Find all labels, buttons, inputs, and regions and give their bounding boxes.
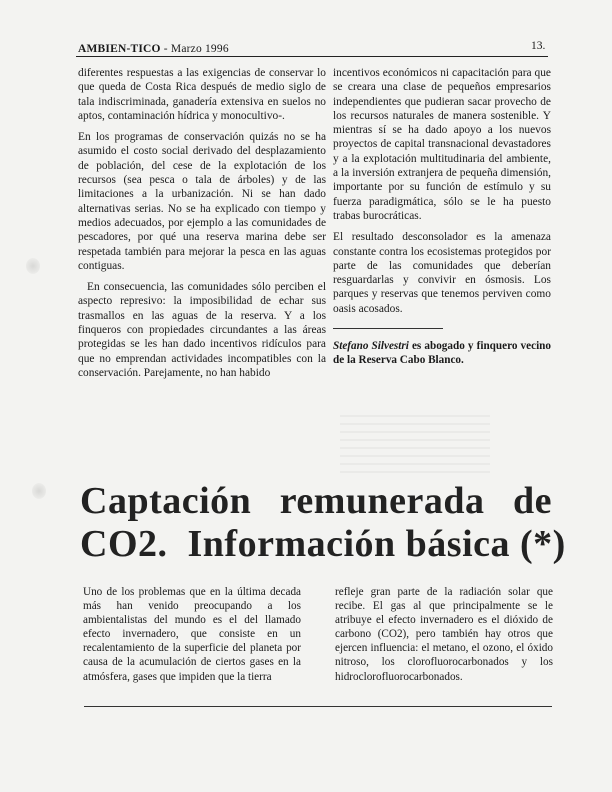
- header-rule: [76, 56, 548, 57]
- paragraph: incentivos económicos ni capacitación para que se creara una clase de pequeños empresarios independientes que pudieran sacar provecho de los recursos naturales de manera sostenible. Y mientras sí se ha dado apoyo a los nuevos proyectos de capital transnacional devastadores y a la explotación multitudinaria del ambiente, a la inversión extranjera de pequeña dimensión, importante por su función de estímulo y su fuerza paradigmática, sólo se le ha puesto trabas burocráticas.: [333, 67, 551, 222]
- article2-right-column: [335, 585, 553, 684]
- paragraph: diferentes respuestas a las exigencias de conservar lo que queda de Costa Rica después de medio siglo de tala indiscriminada, ganadería extensiva en suelos no aptos, contaminación hídrica y monocultivo-.: [78, 67, 326, 122]
- paragraph: En los programas de conservación quizás no se ha asumido el costo social derivado del desplazamiento de población, del cese de la explotación de los recursos (sea pesca o tala de árboles) y de las limitaciones a la urbanización. Ni se han dado alternativas serias. No se ha explicado con tiempo y medios adecuados, por ejemplo a las comunidades de pescadores, por qué una reserva marina debe ser respetada también para mejorar la pesca en las aguas contiguas.: [78, 131, 326, 272]
- paragraph: El resultado desconsolador es la amenaza constante contra los ecosistemas protegidos por parte de las comunidades que deberían resguardarlas y convivir en ósmosis. Los parques y reservas que tenemos perviven como oasis acosados.: [333, 231, 551, 315]
- article1-right-column: [333, 66, 551, 368]
- signature-rule: [333, 328, 443, 329]
- publication-name: AMBIEN-TICO: [78, 43, 161, 55]
- running-header: [78, 43, 229, 55]
- punch-hole-mark: [26, 258, 40, 274]
- punch-hole-mark: [32, 483, 46, 499]
- article1-left-column: [78, 66, 326, 387]
- headline-word: de: [512, 480, 552, 522]
- author-name: Stefano Silvestri: [333, 340, 409, 353]
- issue-date: - Marzo 1996: [160, 43, 229, 55]
- bottom-rule: [84, 706, 552, 707]
- paragraph: Uno de los problemas que en la última decada más han venido preocupando a los ambientalistas del mundo es el del llamado efecto invernadero, que consiste en un recalentamiento de la superficie del planeta por causa de la acumulación de ciertos gases en la atmósfera, gases que impiden que la tierra: [83, 586, 301, 683]
- headline-word: remunerada: [279, 480, 485, 522]
- show-through-texture: [340, 415, 490, 475]
- article2-left-column: [83, 585, 301, 684]
- author-bio: es abogado y finquero vecino de la Reserva Cabo Blanco.: [333, 340, 551, 367]
- author-credit: [333, 339, 551, 368]
- paragraph: En consecuencia, las comunidades sólo perciben el aspecto represivo: la imposibilidad de echar sus trasmallos en las aguas de la reserva. Y a los finqueros con propiedades circundantes a las áreas protegidas se les han dado incentivos ridículos para que no emprendan actividades incompatibles con la conservación. Parejamente, no han habido: [78, 281, 326, 379]
- article2-headline: [80, 480, 566, 566]
- headline-word: Captación: [80, 480, 252, 522]
- page-number: 13.: [531, 40, 546, 52]
- headline-line1: [80, 480, 552, 523]
- paragraph: refleje gran parte de la radiación solar que recibe. El gas al que principalmente se le atribuye el efecto invernadero es el dióxido de carbono (CO2), pero también hay otros que ejercen influencia: el metano, el ozono, el óxido nitroso, los clorofluorocarbonados y los hidroclorofluorocarbonados.: [335, 586, 553, 683]
- headline-line2: CO2. Información básica (*): [80, 523, 566, 565]
